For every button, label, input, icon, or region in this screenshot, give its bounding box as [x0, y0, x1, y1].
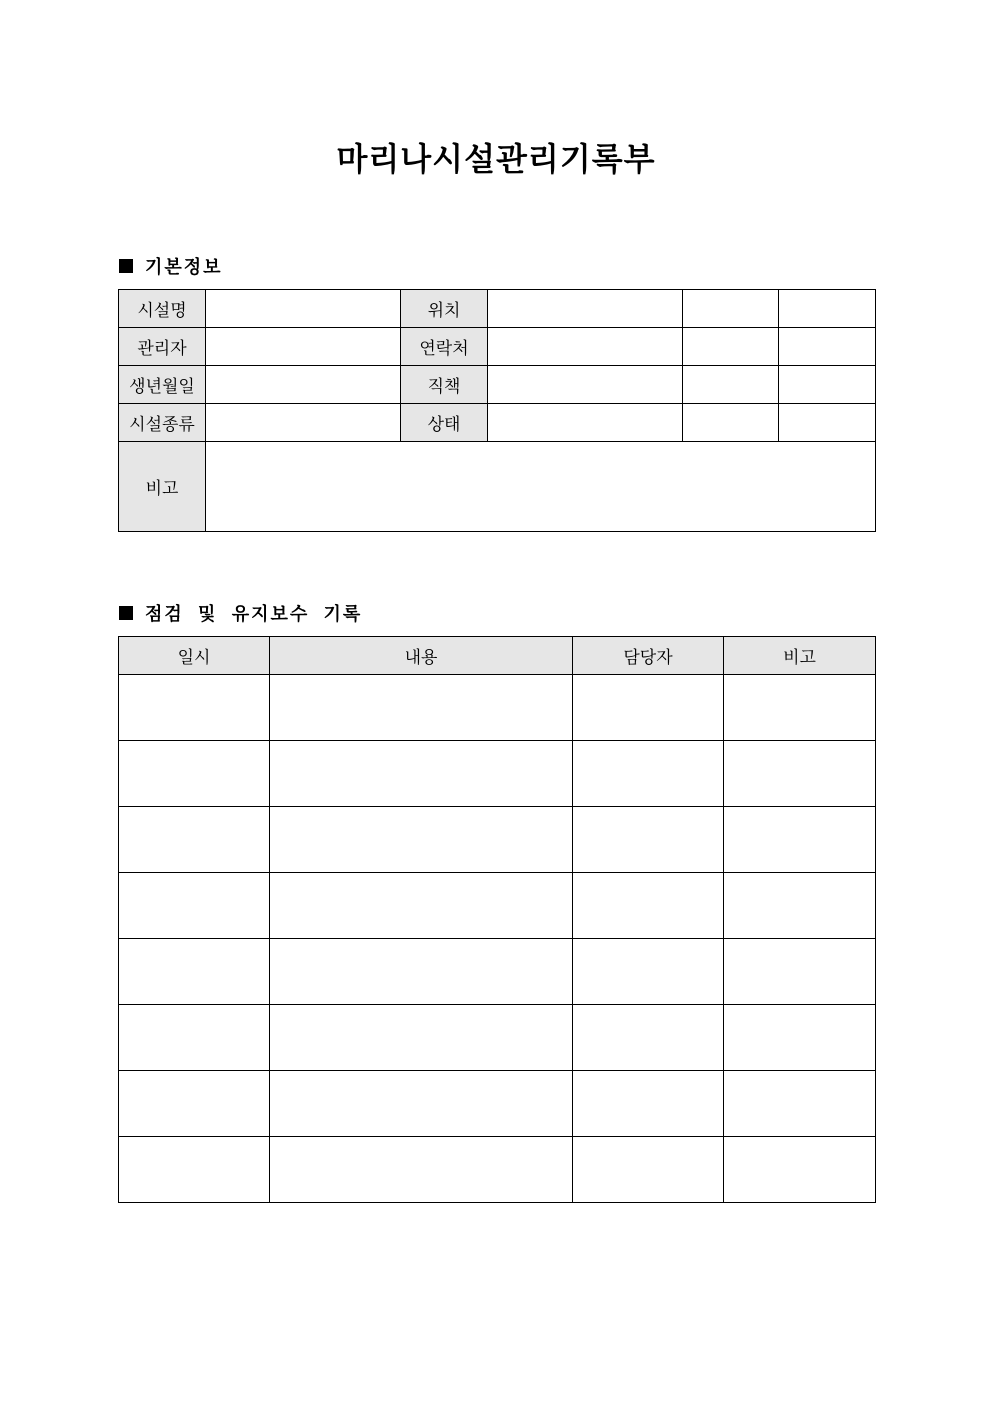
extra-cell[interactable]: [779, 404, 876, 442]
table-row: [119, 675, 876, 741]
extra-cell[interactable]: [683, 404, 779, 442]
record-cell[interactable]: [573, 1071, 724, 1137]
record-cell[interactable]: [119, 675, 270, 741]
field-value-cell[interactable]: [206, 404, 401, 442]
record-cell[interactable]: [573, 939, 724, 1005]
field-value-cell[interactable]: [488, 290, 683, 328]
column-header: 내용: [270, 637, 573, 675]
record-cell[interactable]: [724, 741, 876, 807]
record-cell[interactable]: [724, 939, 876, 1005]
extra-cell[interactable]: [779, 290, 876, 328]
extra-cell[interactable]: [683, 366, 779, 404]
records-body: [119, 675, 876, 1203]
record-cell[interactable]: [573, 675, 724, 741]
table-row: [119, 1071, 876, 1137]
record-cell[interactable]: [119, 873, 270, 939]
field-value-cell[interactable]: [206, 366, 401, 404]
note-value-cell[interactable]: [206, 442, 876, 532]
table-row: [119, 939, 876, 1005]
record-cell[interactable]: [270, 1071, 573, 1137]
field-label: 연락처: [401, 328, 488, 366]
record-cell[interactable]: [573, 1137, 724, 1203]
table-row: [119, 1137, 876, 1203]
section-heading-label: 점검 및 유지보수 기록: [145, 604, 363, 625]
record-cell[interactable]: [573, 873, 724, 939]
table-row-note: [119, 442, 876, 532]
record-cell[interactable]: [119, 1005, 270, 1071]
record-cell[interactable]: [119, 1071, 270, 1137]
table-row: [119, 807, 876, 873]
field-label: 시설종류: [119, 404, 206, 442]
record-cell[interactable]: [724, 873, 876, 939]
record-cell[interactable]: [270, 873, 573, 939]
note-label: 비고: [119, 442, 206, 532]
field-value-cell[interactable]: [206, 290, 401, 328]
record-cell[interactable]: [270, 1137, 573, 1203]
basic-info-table: [118, 289, 876, 532]
table-row: [119, 290, 876, 328]
record-cell[interactable]: [573, 741, 724, 807]
record-cell[interactable]: [119, 741, 270, 807]
table-row: [119, 1005, 876, 1071]
column-header: 비고: [724, 637, 876, 675]
extra-cell[interactable]: [779, 328, 876, 366]
field-label: 위치: [401, 290, 488, 328]
field-label: 시설명: [119, 290, 206, 328]
record-cell[interactable]: [119, 939, 270, 1005]
record-cell[interactable]: [724, 1005, 876, 1071]
extra-cell[interactable]: [779, 366, 876, 404]
record-cell[interactable]: [270, 741, 573, 807]
records-table: [118, 636, 876, 1203]
column-header: 일시: [119, 637, 270, 675]
record-cell[interactable]: [119, 807, 270, 873]
table-row: [119, 366, 876, 404]
table-row: [119, 328, 876, 366]
field-label: 생년월일: [119, 366, 206, 404]
field-value-cell[interactable]: [206, 328, 401, 366]
field-label: 직책: [401, 366, 488, 404]
record-cell[interactable]: [573, 807, 724, 873]
field-value-cell[interactable]: [488, 404, 683, 442]
table-row: [119, 741, 876, 807]
record-cell[interactable]: [270, 939, 573, 1005]
section-heading-label: 기본정보: [145, 257, 223, 278]
extra-cell[interactable]: [683, 290, 779, 328]
record-cell[interactable]: [724, 1071, 876, 1137]
record-cell[interactable]: [270, 807, 573, 873]
field-value-cell[interactable]: [488, 328, 683, 366]
record-cell[interactable]: [270, 1005, 573, 1071]
record-cell[interactable]: [270, 675, 573, 741]
record-cell[interactable]: [724, 675, 876, 741]
section-heading-basic-info: [119, 253, 223, 279]
extra-cell[interactable]: [683, 328, 779, 366]
column-header: 담당자: [573, 637, 724, 675]
square-bullet-icon: [119, 259, 133, 273]
table-row: [119, 873, 876, 939]
record-cell[interactable]: [724, 807, 876, 873]
table-header-row: [119, 637, 876, 675]
page-title: 마리나시설관리기록부: [336, 140, 656, 178]
record-cell[interactable]: [573, 1005, 724, 1071]
record-cell[interactable]: [119, 1137, 270, 1203]
field-value-cell[interactable]: [488, 366, 683, 404]
table-row: [119, 404, 876, 442]
field-label: 관리자: [119, 328, 206, 366]
square-bullet-icon: [119, 606, 133, 620]
record-cell[interactable]: [724, 1137, 876, 1203]
section-heading-records: [119, 600, 362, 626]
field-label: 상태: [401, 404, 488, 442]
